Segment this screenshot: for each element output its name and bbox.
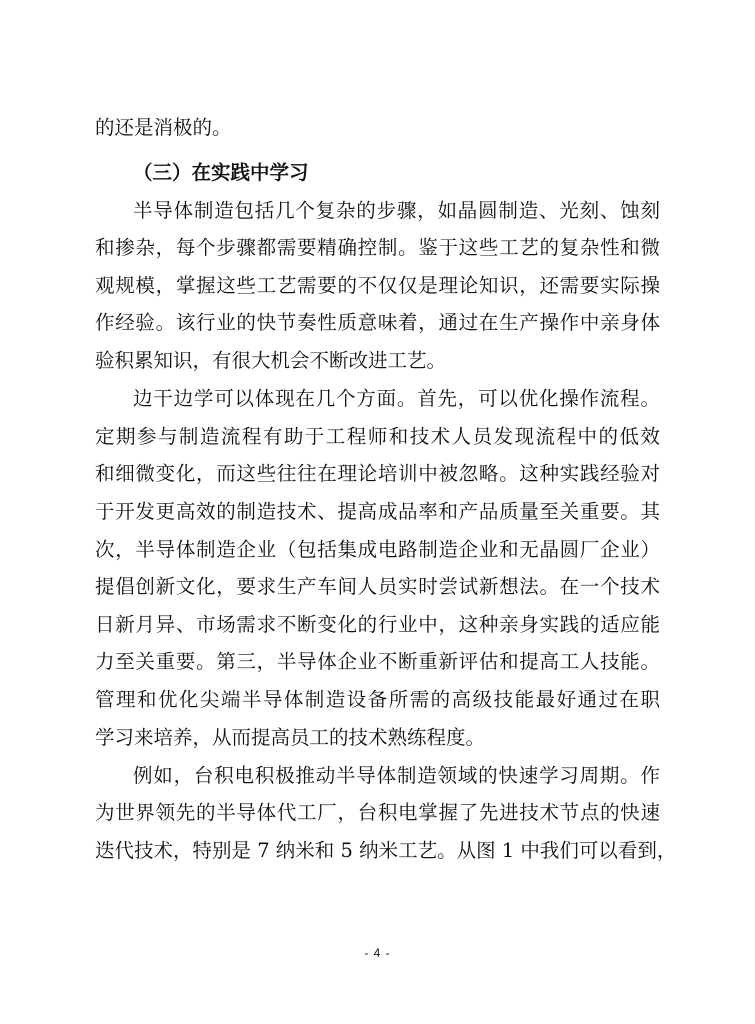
paragraph-line: 和掺杂，每个步骤都需要精确控制。鉴于这些工艺的复杂性和微 bbox=[95, 236, 660, 259]
paragraph-line: 学习来培养，从而提高员工的技术熟练程度。 bbox=[95, 726, 486, 749]
page-number: - 4 - bbox=[364, 946, 391, 960]
paragraph-line: 验积累知识，有很大机会不断改进工艺。 bbox=[95, 349, 447, 372]
paragraph-line: 定期参与制造流程有助于工程师和技术人员发现流程中的低效 bbox=[95, 425, 660, 448]
paragraph-line: 力至关重要。第三，半导体企业不断重新评估和提高工人技能。 bbox=[95, 650, 660, 673]
paragraph-line: 半导体制造包括几个复杂的步骤，如晶圆制造、光刻、蚀刻 bbox=[133, 199, 660, 222]
paragraph-line: 边干边学可以体现在几个方面。首先，可以优化操作流程。 bbox=[133, 387, 660, 410]
paragraph-line: 例如，台积电积极推动半导体制造领域的快速学习周期。作 bbox=[133, 764, 660, 787]
paragraph-line: 为世界领先的半导体代工厂，台积电掌握了先进技术节点的快速 bbox=[95, 801, 660, 824]
paragraph-line: 日新月异、市场需求不断变化的行业中，这种亲身实践的适应能 bbox=[95, 613, 660, 636]
paragraph-line: 迭代技术，特别是 7 纳米和 5 纳米工艺。从图 1 中我们可以看到， bbox=[95, 839, 677, 862]
paragraph-line: 的还是消极的。 bbox=[95, 116, 232, 139]
paragraph-line: 管理和优化尖端半导体制造设备所需的高级技能最好通过在职 bbox=[95, 688, 660, 711]
paragraph-line: 提倡创新文化，要求生产车间人员实时尝试新想法。在一个技术 bbox=[95, 575, 660, 598]
paragraph-line: 于开发更高效的制造技术、提高成品率和产品质量至关重要。其 bbox=[95, 500, 660, 523]
section-heading: （三）在实践中学习 bbox=[133, 161, 309, 184]
paragraph-line: 作经验。该行业的快节奏性质意味着，通过在生产操作中亲身体 bbox=[95, 311, 660, 334]
paragraph-line: 次，半导体制造企业（包括集成电路制造企业和无晶圆厂企业） bbox=[95, 538, 660, 561]
paragraph-line: 观规模，掌握这些工艺需要的不仅仅是理论知识，还需要实际操 bbox=[95, 274, 660, 297]
paragraph-line: 和细微变化，而这些往往在理论培训中被忽略。这种实践经验对 bbox=[95, 462, 660, 485]
